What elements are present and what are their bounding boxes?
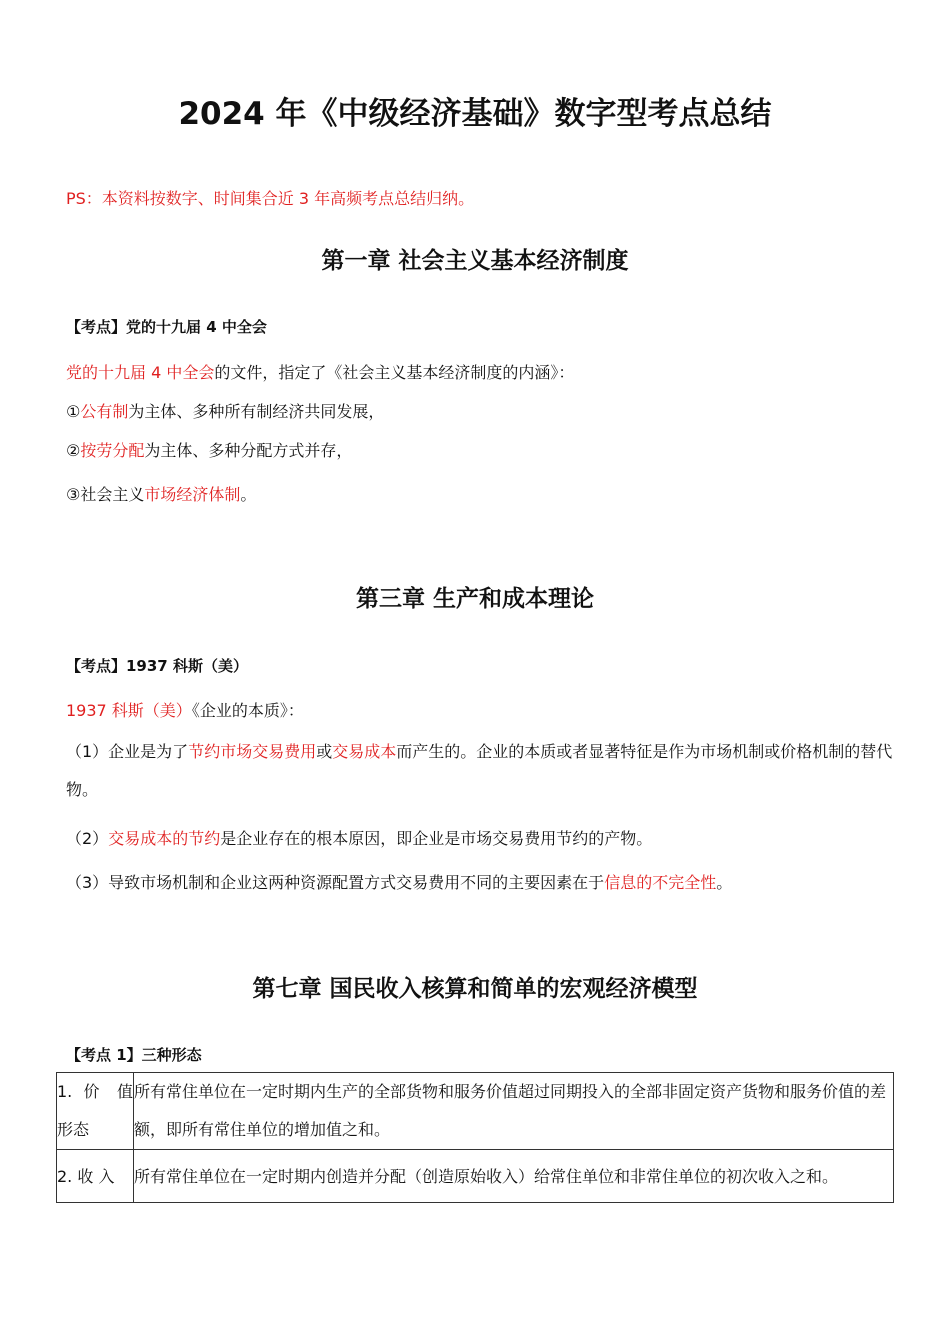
chapter-1-line-4 <box>66 482 256 505</box>
row-text: 所有常住单位在一定时期内生产的全部货物和服务价值超过同期投入的全部非固定资产货物和服务价值的差额，即所有常住单位的增加值之和。 <box>134 1073 894 1150</box>
chapter-1-line-1 <box>66 360 574 383</box>
highlight: 公有制 <box>80 402 129 421</box>
text: （3）导致市场机制和企业这两种资源配置方式交易费用不同的主要因素在于 <box>66 873 605 892</box>
table-row <box>57 1150 894 1203</box>
row-label: 1. 价 值 形态 <box>57 1073 134 1150</box>
highlight: 信息的不完全性 <box>604 873 717 892</box>
chapter-1-line-3 <box>66 438 352 461</box>
text: ③社会主义 <box>66 485 145 504</box>
text: 。 <box>240 485 257 504</box>
text: 是企业存在的根本原因，即企业是市场交易费用节约的产物。 <box>220 829 653 848</box>
row-text: 所有常住单位在一定时期内创造并分配（创造原始收入）给常住单位和非常住单位的初次收入之和。 <box>134 1150 894 1203</box>
text: 或 <box>316 742 333 761</box>
text: 的文件，指定了《社会主义基本经济制度的内涵》： <box>214 363 575 382</box>
highlight: 按劳分配 <box>80 441 145 460</box>
chapter-7-point-heading: 【考点 1】三种形态 <box>66 1046 202 1064</box>
chapter-3-line-3 <box>66 826 652 849</box>
chapter-1-point-heading: 【考点】党的十九届 4 中全会 <box>66 318 267 336</box>
highlight: 1937 科斯（美） <box>66 701 192 720</box>
chapter-3-heading: 第三章 生产和成本理论 <box>355 586 594 612</box>
text: 《企业的本质》： <box>191 701 304 720</box>
text: 。 <box>716 873 733 892</box>
chapter-3-line-1 <box>66 698 304 721</box>
highlight: 党的十九届 4 中全会 <box>66 363 215 382</box>
highlight: 交易成本的节约 <box>108 829 221 848</box>
highlight: 节约市场交易费用 <box>188 742 317 761</box>
chapter-3-line-2 <box>66 733 896 809</box>
text: （1）企业是为了 <box>66 742 189 761</box>
marker: ② <box>66 441 81 460</box>
text: 为主体、多种分配方式并存， <box>144 441 353 460</box>
highlight: 市场经济体制 <box>144 485 241 504</box>
text: 为主体、多种所有制经济共同发展， <box>128 402 385 421</box>
document-title: 2024 年《中级经济基础》数字型考点总结 <box>178 96 772 132</box>
chapter-3-line-4 <box>66 870 732 893</box>
intro-note: PS：本资料按数字、时间集合近 3 年高频考点总结归纳。 <box>66 189 475 208</box>
three-forms-table <box>56 1072 894 1203</box>
text: 而产生的。企业的本质或者显著特征是作为市场机制或价格机制的替代物。 <box>66 742 893 799</box>
chapter-7-heading: 第七章 国民收入核算和简单的宏观经济模型 <box>252 976 698 1002</box>
table-row <box>57 1073 894 1150</box>
chapter-1-line-2 <box>66 399 384 422</box>
row-label: 2. 收 入 <box>57 1150 134 1203</box>
highlight: 交易成本 <box>332 742 397 761</box>
chapter-3-point-heading: 【考点】1937 科斯（美） <box>66 657 248 675</box>
text: （2） <box>66 829 109 848</box>
marker: ① <box>66 402 81 421</box>
chapter-1-heading: 第一章 社会主义基本经济制度 <box>321 248 629 274</box>
